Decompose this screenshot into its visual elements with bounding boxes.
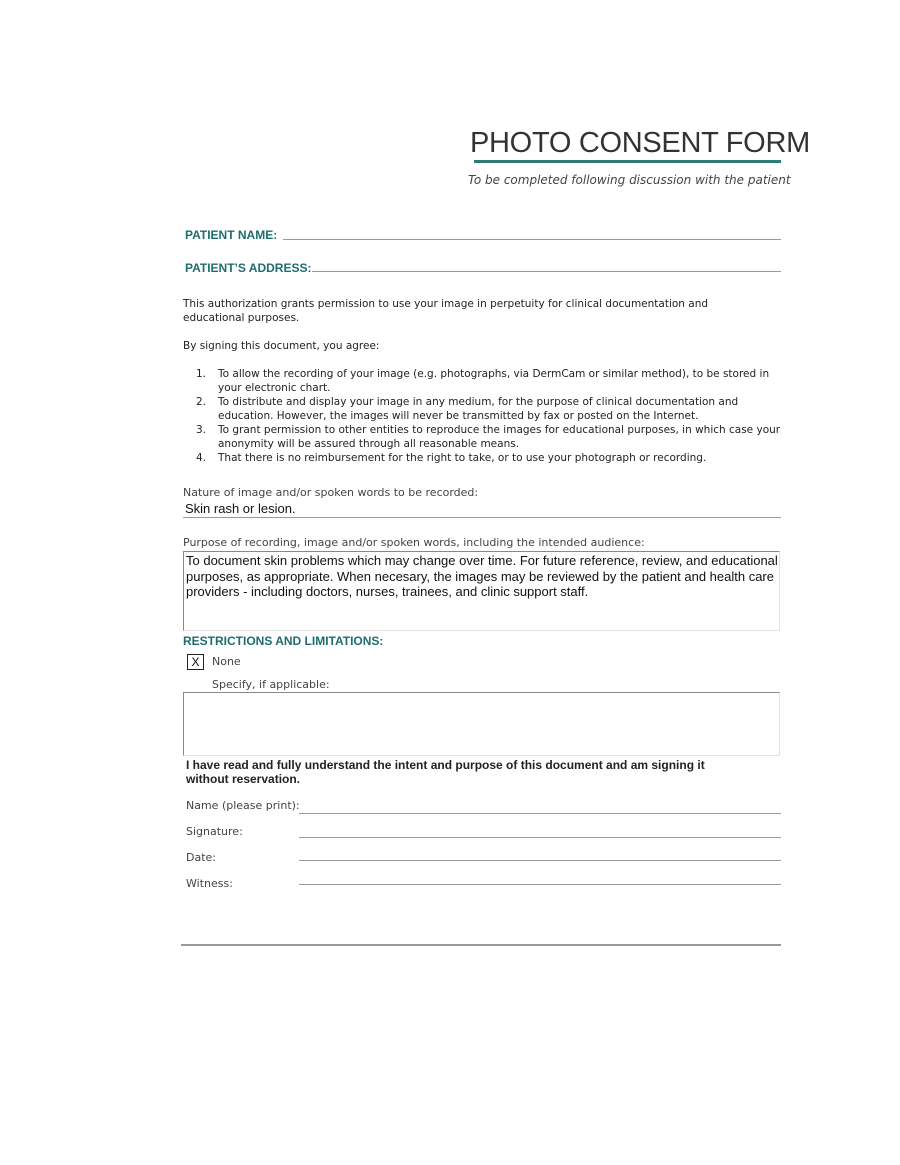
patient-address-label: PATIENT’S ADDRESS: — [185, 261, 312, 275]
none-checkbox[interactable]: X — [187, 654, 204, 670]
specify-textbox[interactable] — [183, 692, 780, 756]
signature-field[interactable] — [299, 837, 781, 838]
nature-value[interactable]: Skin rash or lesion. — [185, 501, 296, 516]
agreement-item: 1. To allow the recording of your image (e.g. photographs, via DermCam or similar method), to be stored in your electronic chart. — [196, 368, 770, 394]
restrictions-heading: RESTRICTIONS AND LIMITATIONS: — [183, 634, 384, 648]
agreement-item: 2. To distribute and display your image in any medium, for the purpose of clinical documentation and education. However, the images will never be transmitted by fax or posted on the Internet. — [196, 396, 739, 422]
patient-name-field[interactable] — [283, 239, 781, 240]
agreement-item: 4. That there is no reimbursement for the right to take, or to use your photograph or recording. — [196, 452, 707, 464]
date-field[interactable] — [299, 860, 781, 861]
authorization-intro: This authorization grants permission to use your image in perpetuity for clinical documentation and educational purposes. — [183, 298, 709, 324]
patient-address-field[interactable] — [312, 271, 781, 272]
date-label: Date: — [186, 851, 216, 864]
agree-intro: By signing this document, you agree: — [183, 340, 380, 352]
none-label: None — [212, 655, 241, 668]
patient-name-label: PATIENT NAME: — [185, 228, 278, 242]
signature-label: Signature: — [186, 825, 243, 838]
footer-divider — [181, 944, 781, 946]
purpose-label: Purpose of recording, image and/or spoken words, including the intended audience: — [183, 536, 645, 549]
agreement-item: 3. To grant permission to other entities to reproduce the images for educational purposes, in which case your anonymity will be assured through all reasonable means. — [196, 424, 781, 450]
title-underline — [474, 160, 781, 163]
form-title: PHOTO CONSENT FORM — [470, 127, 810, 159]
witness-field[interactable] — [299, 884, 781, 885]
agreement-list — [196, 367, 786, 465]
print-name-field[interactable] — [299, 813, 781, 814]
print-name-label: Name (please print): — [186, 799, 300, 812]
form-subtitle: To be completed following discussion with the patient — [468, 173, 791, 187]
purpose-value: To document skin problems which may change over time. For future reference, review, and educational purposes, as appropriate. When necesary, the images may be reviewed by the patient and health care providers - including doctors, nurses, trainees, and clinic support staff. — [186, 553, 778, 599]
specify-label: Specify, if applicable: — [212, 678, 330, 691]
witness-label: Witness: — [186, 877, 233, 890]
nature-label: Nature of image and/or spoken words to be recorded: — [183, 486, 479, 499]
nature-field-line — [183, 517, 781, 518]
signature-statement: I have read and fully understand the intent and purpose of this document and am signing it without reservation. — [186, 758, 705, 786]
